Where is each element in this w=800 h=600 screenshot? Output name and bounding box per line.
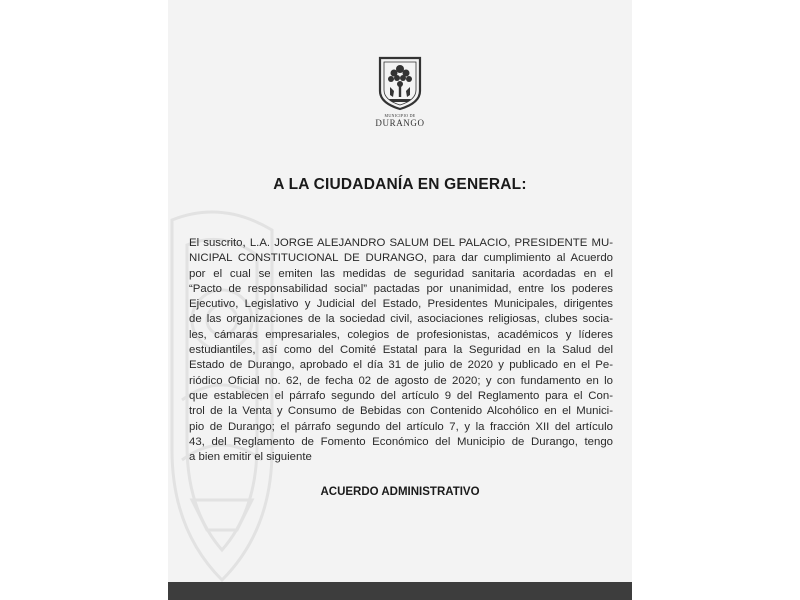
body-line: trol de la Venta y Consumo de Bebidas con Contenido Alcohólico en el Munici- [189,405,613,418]
body-line: 43, del Reglamento de Fomento Económico del Municipio de Durango, tengo [189,435,613,448]
logo-caption-small: MUNICIPIO DE [384,113,416,118]
body-line: NICIPAL CONSTITUCIONAL DE DURANGO, para dar cumplimiento al Acuerdo [189,252,613,265]
body-line: estudiantiles, así como del Comité Estatal para la Seguridad en la Salud del [189,344,613,357]
document-page [168,0,632,600]
body-line: “Pacto de responsabilidad social” pactadas por unanimidad, entre los poderes [189,282,613,295]
body-line: Estado de Durango, aprobado el día 31 de julio de 2020 y publicado en el Pe- [189,359,613,372]
section-heading: ACUERDO ADMINISTRATIVO [320,486,480,498]
durango-shield-icon [377,55,423,111]
body-line: riódico Oficial no. 62, de fecha 02 de agosto de 2020; y con fundamento en lo [189,374,613,387]
body-paragraph [189,236,613,465]
body-line: a bien emitir el siguiente [189,451,312,464]
municipal-logo [368,55,432,135]
page-title: A LA CIUDADANÍA EN GENERAL: [273,176,527,193]
body-line: que establecen el párrafo segundo del artículo 9 del Reglamento para el Con- [189,389,613,402]
body-line: de las organizaciones de la sociedad civil, asociaciones religiosas, clubes socia- [189,313,613,326]
body-line: pio de Durango; el párrafo segundo del artículo 7, y la fracción XII del artículo [189,420,613,433]
bottom-bar [168,582,632,600]
body-line: Ejecutivo, Legislativo y Judicial del Estado, Presidentes Municipales, dirigentes [189,298,613,311]
body-line: les, cámaras empresariales, colegios de profesionistas, académicos y líderes [189,328,613,341]
logo-caption-durango: DURANGO [375,118,425,128]
body-line: por el cual se emiten las medidas de seguridad sanitaria acordadas en el [189,267,613,280]
body-line: El suscrito, L.A. JORGE ALEJANDRO SALUM DEL PALACIO, PRESIDENTE MU- [189,237,613,249]
